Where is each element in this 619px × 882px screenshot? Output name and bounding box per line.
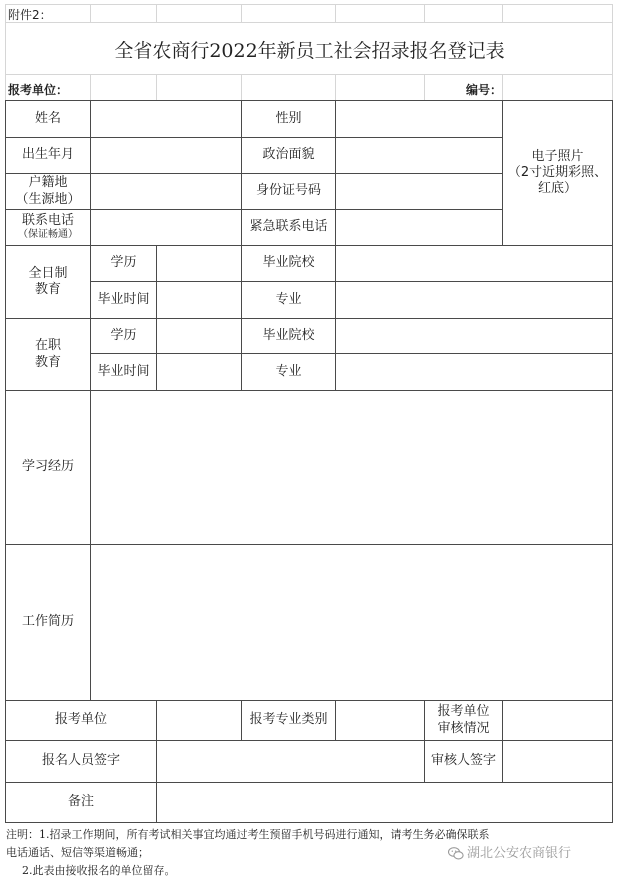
grid-line bbox=[335, 75, 336, 101]
study-history-label: 学习经历 bbox=[21, 459, 74, 475]
apply-category-field[interactable] bbox=[336, 701, 424, 740]
photo-label-line2: （2寸近期彩照、 bbox=[507, 164, 608, 180]
study-history-field[interactable] bbox=[91, 391, 612, 544]
grid-line bbox=[90, 75, 91, 101]
name-label: 姓名 bbox=[34, 110, 61, 126]
reviewer-signature-field[interactable] bbox=[503, 741, 612, 782]
apply-unit-label: 报考单位 bbox=[54, 712, 107, 728]
review-label-line1: 报考单位 bbox=[437, 704, 490, 720]
review-status-field[interactable] bbox=[503, 701, 612, 740]
page-title: 全省农商行2022年新员工社会招录报名登记表 bbox=[114, 40, 505, 62]
grid-line bbox=[156, 4, 157, 23]
fulltime-degree-field[interactable] bbox=[157, 246, 241, 281]
fulltime-major-field[interactable] bbox=[336, 282, 612, 318]
inservice-major-label: 专业 bbox=[275, 363, 302, 379]
photo-box[interactable] bbox=[503, 101, 612, 245]
watermark-text: 湖北公安农商银行 bbox=[467, 846, 572, 861]
id-number-label: 身份证号码 bbox=[255, 183, 321, 199]
birth-label: 出生年月 bbox=[21, 147, 74, 163]
gender-field[interactable] bbox=[336, 101, 502, 137]
fulltime-grad-time-field[interactable] bbox=[157, 282, 241, 318]
table-border bbox=[5, 822, 613, 823]
phone-field[interactable] bbox=[91, 210, 241, 245]
inservice-school-label: 毕业院校 bbox=[262, 327, 315, 343]
review-label-line2: 审核情况 bbox=[437, 720, 490, 736]
birth-field[interactable] bbox=[91, 138, 241, 173]
grid-line bbox=[5, 22, 613, 23]
grid-line bbox=[502, 4, 503, 23]
inservice-school-field[interactable] bbox=[336, 319, 612, 353]
grid-line bbox=[5, 74, 613, 75]
grid-line bbox=[424, 75, 425, 101]
id-number-field[interactable] bbox=[336, 174, 502, 209]
inservice-grad-time-label: 毕业时间 bbox=[97, 363, 150, 379]
inservice-degree-label: 学历 bbox=[110, 327, 137, 343]
unit-label: 报考单位： bbox=[8, 83, 69, 97]
fulltime-major-label: 专业 bbox=[275, 291, 302, 307]
photo-label-line1: 电子照片 bbox=[531, 148, 584, 164]
fulltime-education-label bbox=[6, 246, 90, 318]
remarks-field[interactable] bbox=[157, 783, 612, 822]
inservice-label-line1: 在职 bbox=[34, 338, 61, 354]
fulltime-school-label: 毕业院校 bbox=[262, 255, 315, 271]
inservice-major-field[interactable] bbox=[336, 354, 612, 390]
emergency-phone-field[interactable] bbox=[336, 210, 502, 245]
phone-label bbox=[6, 210, 90, 245]
note-line-3: 2.此表由接收报名的单位留存。 bbox=[22, 864, 176, 877]
phone-label-line1: 联系电话 bbox=[21, 213, 74, 229]
signature-label: 报名人员签字 bbox=[41, 753, 120, 769]
hukou-label-line2: （生源地） bbox=[15, 191, 81, 207]
name-field[interactable] bbox=[91, 101, 241, 137]
hukou-label bbox=[6, 174, 90, 209]
politics-field[interactable] bbox=[336, 138, 502, 173]
grid-line bbox=[156, 75, 157, 101]
fulltime-grad-time-label: 毕业时间 bbox=[97, 291, 150, 307]
phone-label-line2: （保证畅通） bbox=[18, 229, 78, 241]
grid-line bbox=[241, 4, 242, 23]
fulltime-degree-label: 学历 bbox=[110, 255, 137, 271]
attachment-label: 附件2： bbox=[8, 8, 52, 22]
hukou-label-line1: 户籍地 bbox=[28, 175, 68, 191]
work-history-label: 工作简历 bbox=[21, 614, 74, 630]
signature-field[interactable] bbox=[157, 741, 424, 782]
inservice-degree-field[interactable] bbox=[157, 319, 241, 353]
notes bbox=[6, 826, 490, 880]
remarks-label: 备注 bbox=[67, 794, 94, 810]
fulltime-label-line1: 全日制 bbox=[28, 265, 68, 281]
grid-line bbox=[90, 4, 91, 23]
apply-unit-field[interactable] bbox=[157, 701, 241, 740]
table-border bbox=[612, 100, 613, 823]
gender-label: 性别 bbox=[275, 110, 302, 126]
review-status-label bbox=[425, 701, 502, 740]
inservice-label-line2: 教育 bbox=[34, 354, 61, 370]
grid-line bbox=[424, 4, 425, 23]
hukou-field[interactable] bbox=[91, 174, 241, 209]
fulltime-label-line2: 教育 bbox=[34, 282, 61, 297]
watermark bbox=[448, 842, 571, 861]
photo-label-line3: 红底） bbox=[537, 181, 577, 197]
wechat-icon bbox=[448, 847, 464, 860]
grid-line bbox=[241, 75, 242, 101]
grid-line bbox=[5, 4, 613, 5]
fulltime-school-field[interactable] bbox=[336, 246, 612, 281]
inservice-education-label bbox=[6, 319, 90, 390]
number-label: 编号： bbox=[466, 83, 503, 97]
grid-line bbox=[502, 75, 503, 101]
emergency-phone-label: 紧急联系电话 bbox=[249, 219, 328, 235]
reviewer-signature-label: 审核人签字 bbox=[430, 753, 496, 769]
apply-category-label: 报考专业类别 bbox=[249, 712, 328, 728]
note-line-2: 电话通话、短信等渠道畅通； bbox=[6, 846, 149, 859]
work-history-field[interactable] bbox=[91, 545, 612, 700]
note-line-1: 注明：1.招录工作期间，所有考试相关事宜均通过考生预留手机号码进行通知，请考生务必确保联系 bbox=[6, 828, 490, 841]
inservice-grad-time-field[interactable] bbox=[157, 354, 241, 390]
politics-label: 政治面貌 bbox=[262, 147, 315, 163]
grid-line bbox=[335, 4, 336, 23]
